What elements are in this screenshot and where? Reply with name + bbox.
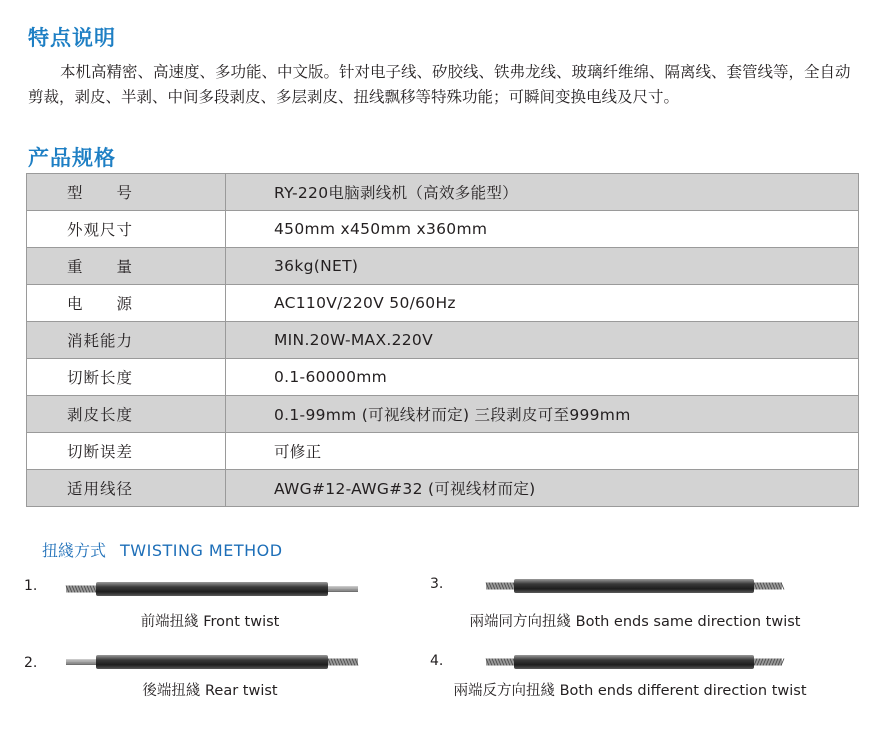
- spec-key: 切断长度: [27, 359, 226, 396]
- spec-row: [27, 174, 859, 211]
- spec-key: 型 号: [27, 174, 226, 211]
- spec-value: 450mm x450mm x360mm: [226, 211, 859, 248]
- wire-insulation: [514, 579, 754, 593]
- spec-value: AWG#12-AWG#32 (可视线材而定): [226, 470, 859, 507]
- spec-value: AC110V/220V 50/60Hz: [226, 285, 859, 322]
- straight-front-end: [66, 659, 96, 665]
- spec-row: [27, 433, 859, 470]
- method-number-3: 3.: [430, 576, 444, 592]
- spec-value: 0.1-60000mm: [226, 359, 859, 396]
- wire-insulation: [96, 655, 328, 669]
- spec-key: 剥皮长度: [27, 396, 226, 433]
- features-heading: 特点说明: [28, 26, 116, 50]
- spec-row: [27, 248, 859, 285]
- method-caption-4: 兩端反方向扭綫 Both ends different direction twist: [453, 683, 807, 699]
- spec-value: 0.1-99mm (可视线材而定) 三段剥皮可至999mm: [226, 396, 859, 433]
- twisting-title-en: TWISTING METHOD: [120, 541, 283, 560]
- twisting-title: [42, 538, 283, 561]
- twisted-rear-end: [754, 659, 784, 666]
- spec-key: 适用线径: [27, 470, 226, 507]
- wire-illustration-opposite-direction: [486, 654, 782, 670]
- method-caption-1: 前端扭綫 Front twist: [140, 614, 280, 630]
- spec-row: [27, 359, 859, 396]
- wire-insulation: [96, 582, 328, 596]
- wire-illustration-front-twist: [66, 581, 358, 597]
- spec-row: [27, 285, 859, 322]
- wire-illustration-rear-twist: [66, 654, 358, 670]
- twisting-title-cn: 扭綫方式: [42, 541, 107, 560]
- spec-key: 重 量: [27, 248, 226, 285]
- straight-rear-end: [328, 586, 358, 592]
- features-text: 本机高精密、高速度、多功能、中文版。针对电子线、矽胶线、铁弗龙线、玻璃纤维绵、隔离线、套管线等，全自动剪裁，剥皮、半剥、中间多段剥皮、多层剥皮、扭线飘移等特殊功能；可瞬间变换电线及尺寸。: [28, 63, 851, 106]
- spec-table: [26, 173, 859, 507]
- twisted-front-end: [486, 659, 516, 666]
- spec-row: [27, 211, 859, 248]
- spec-key: 消耗能力: [27, 322, 226, 359]
- spec-value: 36kg(NET): [226, 248, 859, 285]
- method-number-4: 4.: [430, 653, 444, 669]
- twisted-front-end: [486, 583, 516, 590]
- spec-key: 电 源: [27, 285, 226, 322]
- method-number-2: 2.: [24, 655, 38, 671]
- spec-key: 切断误差: [27, 433, 226, 470]
- spec-value: 可修正: [226, 433, 859, 470]
- specs-heading: 产品规格: [28, 146, 116, 170]
- spec-row: [27, 396, 859, 433]
- twisted-front-end: [66, 586, 96, 593]
- spec-key: 外观尺寸: [27, 211, 226, 248]
- twisted-rear-end: [328, 659, 358, 666]
- method-caption-2: 後端扭綫 Rear twist: [142, 683, 278, 699]
- wire-insulation: [514, 655, 754, 669]
- twisted-rear-end: [754, 583, 784, 590]
- spec-value: RY-220电脑剥线机（高效多能型）: [226, 174, 859, 211]
- spec-value: MIN.20W-MAX.220V: [226, 322, 859, 359]
- method-number-1: 1.: [24, 578, 38, 594]
- spec-row: [27, 470, 859, 507]
- features-paragraph: [28, 60, 860, 110]
- wire-illustration-same-direction: [486, 578, 782, 594]
- method-caption-3: 兩端同方向扭綫 Both ends same direction twist: [469, 614, 801, 630]
- spec-row: [27, 322, 859, 359]
